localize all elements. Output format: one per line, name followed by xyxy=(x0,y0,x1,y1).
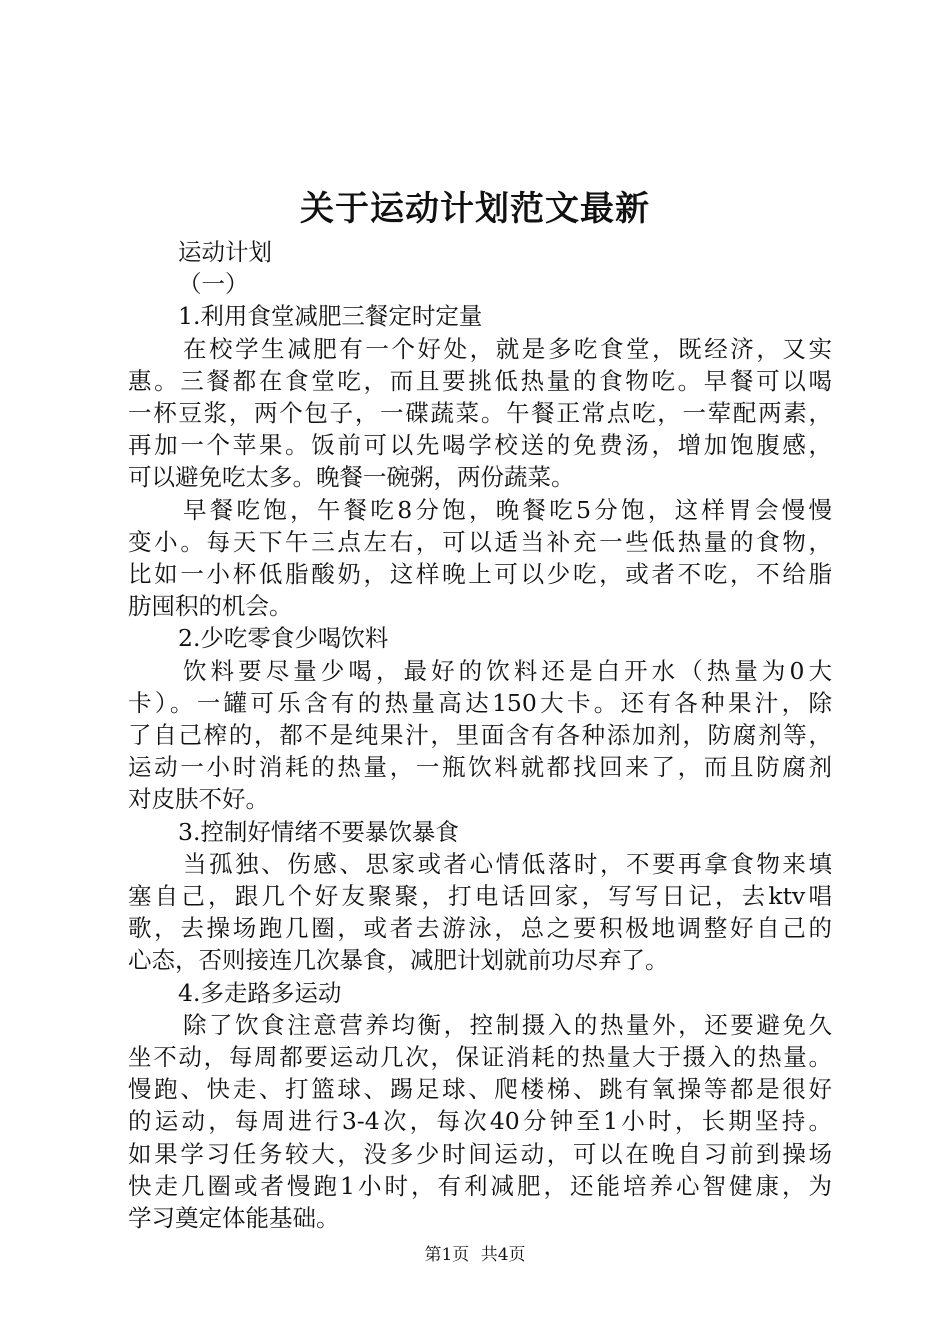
paragraph-line: 运动一小时消耗的热量，一瓶饮料就都找回来了，而且防腐剂 xyxy=(128,753,832,782)
paragraph-line: 了自己榨的，都不是纯果汁，里面含有各种添加剂，防腐剂等， xyxy=(128,721,832,750)
document-title: 关于运动计划范文最新 xyxy=(300,189,650,229)
item-heading: 3.控制好情绪不要暴饮暴食 xyxy=(178,817,459,846)
paragraph-line: 肪囤积的机会。 xyxy=(128,592,293,621)
paragraph-line: 心态，否则接连几次暴食，减肥计划就前功尽弃了。 xyxy=(128,946,669,975)
item-heading: 2.少吃零食少喝饮料 xyxy=(178,624,389,653)
paragraph-line: 比如一小杯低脂酸奶，这样晚上可以少吃，或者不吃，不给脂 xyxy=(128,560,832,589)
paragraph-line: 在校学生减肥有一个好处，就是多吃食堂，既经济，又实 xyxy=(183,334,832,363)
section-subheading: （一） xyxy=(178,270,249,299)
paragraph-line: 的运动，每周进行3-4次，每次40分钟至1小时，长期坚持。 xyxy=(128,1107,832,1136)
paragraph-line: 如果学习任务较大，没多少时间运动，可以在晚自习前到操场 xyxy=(128,1139,832,1168)
paragraph-line: 歌，去操场跑几圈，或者去游泳，总之要积极地调整好自己的 xyxy=(128,914,832,943)
paragraph-line: 当孤独、伤感、思家或者心情低落时，不要再拿食物来填 xyxy=(183,849,832,878)
item-heading: 4.多走路多运动 xyxy=(178,978,342,1007)
page-footer xyxy=(0,1242,950,1268)
paragraph-line: 一杯豆浆，两个包子，一碟蔬菜。午餐正常点吃，一荤配两素， xyxy=(128,399,832,428)
paragraph-line: 坐不动，每周都要运动几次，保证消耗的热量大于摄入的热量。 xyxy=(128,1043,832,1072)
paragraph-line: 塞自己，跟几个好友聚聚，打电话回家，写写日记，去ktv唱 xyxy=(128,882,832,911)
paragraph-line: 早餐吃饱，午餐吃8分饱，晚餐吃5分饱，这样胃会慢慢 xyxy=(183,495,832,524)
paragraph-line: 卡）。一罐可乐含有的热量高达150大卡。还有各种果汁，除 xyxy=(128,688,832,717)
paragraph-line: 除了饮食注意营养均衡，控制摄入的热量外，还要避免久 xyxy=(183,1010,832,1039)
paragraph-line: 可以避免吃太多。晚餐一碗粥，两份蔬菜。 xyxy=(128,463,575,492)
paragraph-line: 变小。每天下午三点左右，可以适当补充一些低热量的食物， xyxy=(128,527,832,556)
paragraph-line: 快走几圈或者慢跑1小时，有利减肥，还能培养心智健康，为 xyxy=(128,1171,832,1200)
paragraph-line: 再加一个苹果。饭前可以先喝学校送的免费汤，增加饱腹感， xyxy=(128,431,832,460)
page-number: 第1页 xyxy=(424,1245,470,1265)
section-heading: 运动计划 xyxy=(178,238,272,266)
paragraph-line: 学习奠定体能基础。 xyxy=(128,1204,340,1233)
item-heading: 1.利用食堂减肥三餐定时定量 xyxy=(178,302,483,331)
paragraph-line: 慢跑、快走、打篮球、踢足球、爬楼梯、跳有氧操等都是很好 xyxy=(128,1075,832,1104)
paragraph-line: 对皮肤不好。 xyxy=(128,785,269,814)
document-body xyxy=(128,236,832,1234)
paragraph-line: 惠。三餐都在食堂吃，而且要挑低热量的食物吃。早餐可以喝 xyxy=(128,366,832,395)
paragraph-line: 饮料要尽量少喝，最好的饮料还是白开水（热量为0大 xyxy=(183,656,832,685)
page-total: 共4页 xyxy=(480,1245,526,1265)
